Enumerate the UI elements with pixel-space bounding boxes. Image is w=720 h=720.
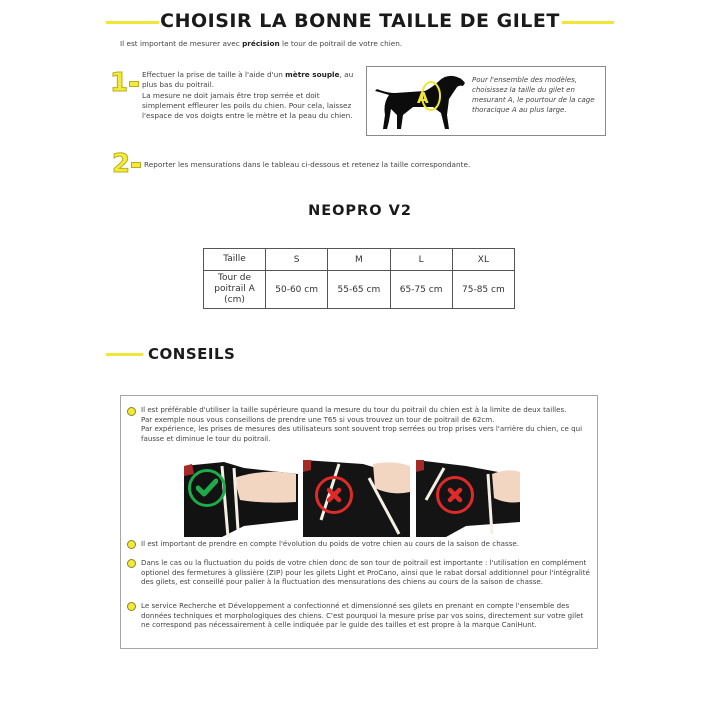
measurement-cell: 50-60 cm bbox=[266, 271, 328, 309]
tip-3-text: Dans le cas ou la fluctuation du poids de votre chien donc de son tour de poitrail est importante : l'utilisation en complément optionel des fermetures à glissière (ZIP) pour les gilets Light et ProCano, ainsi que le rabat dorsal additionnel pour l'intégralité des gilets, est conseillé pour palier à la fluctuation des mensurations des chiens au cours de la saison de chasse. bbox=[141, 558, 590, 587]
dog-box-caption: Pour l'ensemble des modèles, choisissez la taille du gilet en mesurant A, le pourtour de la cage thoracique A au plus large. bbox=[472, 76, 595, 114]
check-icon bbox=[188, 469, 226, 507]
cross-icon bbox=[436, 476, 474, 514]
tip-1-text: Il est préférable d'utiliser la taille supérieure quand la mesure du tour du poitrail du chien est à la limite de deux tailles. Par exemple nous vous conseillons de prendre une T65 si vous trouvez un tour de poitrail de 62cm. Par expérience, les prises de mesures des utilisateurs sont souvent trop serrées ou trop prises vers l'arrière du chien, ce qui fausse et diminue le tour du poitrail. bbox=[141, 405, 583, 443]
bullet-icon bbox=[127, 407, 136, 416]
tip-4-text: Le service Recherche et Développement a confectionné et dimensionné ses gilets en prenant en compte l'ensemble des données techniques et morphologiques des chiens. C'est pourquoi la mesure prise par vos soins, directement sur votre gilet ne correspond pas nécessairement à celle indiquée par le guide des tailles et est propre à la marque CaniHunt. bbox=[141, 601, 584, 630]
conseils-decoration bbox=[106, 353, 143, 356]
measurement-photo-incorrect-2 bbox=[416, 460, 520, 537]
step-1-text: Effectuer la prise de taille à l'aide d'un mètre souple, au plus bas du poitrail. La mesure ne doit jamais être trop serrée et doit simplement effleurer les poils du chien. Pour cela, laissez l'espace de vos doigts entre le mètre et la peau du chien. bbox=[142, 70, 354, 121]
size-header: Taille bbox=[204, 249, 266, 271]
measurement-cell: 75-85 cm bbox=[452, 271, 514, 309]
size-cell: S bbox=[266, 249, 328, 271]
size-row bbox=[204, 249, 515, 271]
intro-text: Il est important de mesurer avec précision le tour de poitrail de votre chien. bbox=[120, 39, 403, 48]
measurement-cell: 55-65 cm bbox=[328, 271, 390, 309]
svg-text:A: A bbox=[417, 89, 429, 107]
product-title: NEOPRO V2 bbox=[308, 203, 412, 219]
size-cell: M bbox=[328, 249, 390, 271]
tip-2-text: Il est important de prendre en compte l'évolution du poids de votre chien au cours de la saison de chasse. bbox=[141, 539, 520, 548]
step-1-number-icon: 1 bbox=[110, 70, 139, 96]
measurement-header: Tour de poitrail A (cm) bbox=[204, 271, 266, 309]
bullet-icon bbox=[127, 540, 136, 549]
page-title: CHOISIR LA BONNE TAILLE DE GILET bbox=[160, 10, 560, 32]
size-cell: L bbox=[390, 249, 452, 271]
measurement-photo-correct bbox=[184, 460, 298, 537]
conseils-title: CONSEILS bbox=[148, 345, 236, 363]
dog-measurement-box bbox=[366, 66, 606, 136]
cross-icon bbox=[315, 476, 353, 514]
measurement-cell: 65-75 cm bbox=[390, 271, 452, 309]
measurement-photo-incorrect-1 bbox=[303, 460, 410, 537]
dog-silhouette-icon bbox=[373, 71, 468, 133]
step-2-number-icon: 2 bbox=[112, 151, 141, 177]
bullet-icon bbox=[127, 602, 136, 611]
bullet-icon bbox=[127, 559, 136, 568]
size-table bbox=[203, 248, 515, 309]
step-2-text: Reporter les mensurations dans le tableau ci-dessous et retenez la taille correspondante. bbox=[144, 160, 471, 169]
measurement-row bbox=[204, 271, 515, 309]
size-cell: XL bbox=[452, 249, 514, 271]
